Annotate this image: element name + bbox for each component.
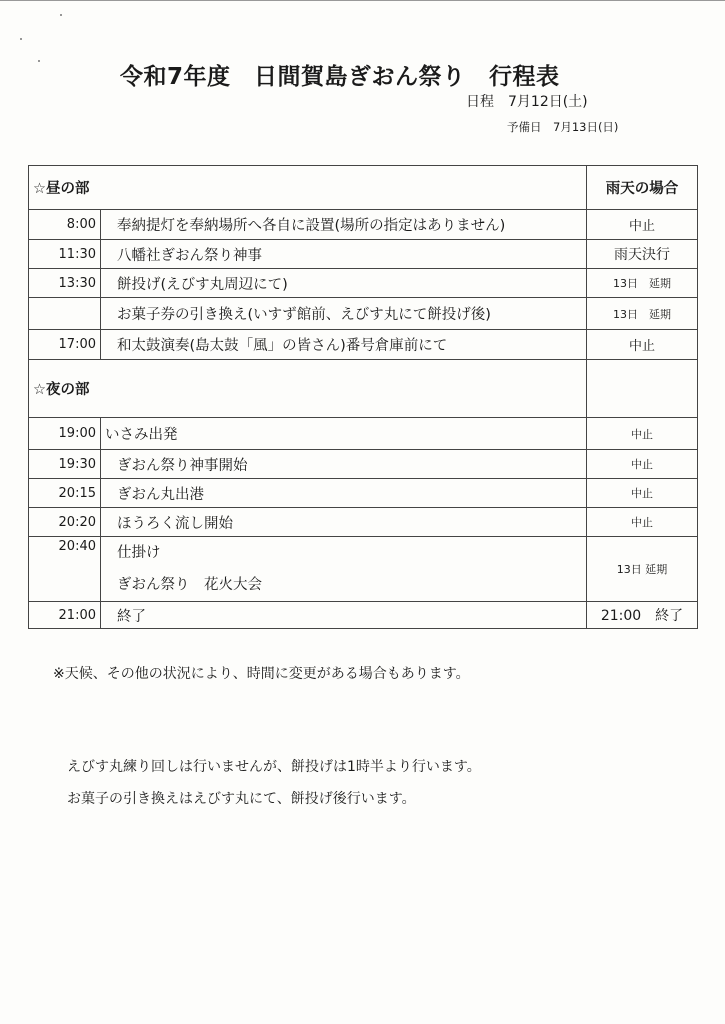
scan-speck bbox=[60, 14, 62, 16]
rain-cell: 21:00 終了 bbox=[587, 602, 698, 629]
event-line: ぎおん祭り 花火大会 bbox=[117, 577, 262, 593]
night-section-header bbox=[29, 360, 698, 418]
rain-cell: 13日 延期 bbox=[587, 269, 698, 298]
table-row bbox=[29, 537, 698, 602]
event-cell: 終了 bbox=[101, 602, 587, 629]
time-cell bbox=[29, 298, 101, 330]
weather-note: ※天候、その他の状況により、時間に変更がある場合もあります。 bbox=[53, 666, 470, 682]
table-row bbox=[29, 240, 698, 269]
table-row bbox=[29, 508, 698, 537]
time-cell: 19:00 bbox=[29, 418, 101, 450]
event-cell bbox=[101, 537, 587, 602]
scan-speck bbox=[20, 38, 22, 40]
event-cell: 和太鼓演奏(島太鼓「風」の皆さん)番号倉庫前にて bbox=[101, 330, 587, 360]
table-row bbox=[29, 330, 698, 360]
rain-cell: 中止 bbox=[587, 479, 698, 508]
time-cell: 19:30 bbox=[29, 450, 101, 479]
time-cell: 20:40 bbox=[29, 537, 101, 602]
time-cell: 17:00 bbox=[29, 330, 101, 360]
rain-column-header: 雨天の場合 bbox=[587, 166, 698, 210]
rain-cell: 中止 bbox=[587, 210, 698, 240]
event-cell: ぎおん祭り神事開始 bbox=[101, 450, 587, 479]
page-title: 令和7年度 日間賀島ぎおん祭り 行程表 bbox=[120, 64, 560, 90]
time-cell: 11:30 bbox=[29, 240, 101, 269]
rain-cell: 中止 bbox=[587, 418, 698, 450]
table-row bbox=[29, 418, 698, 450]
event-cell: 八幡社ぎおん祭り神事 bbox=[101, 240, 587, 269]
rain-cell: 雨天決行 bbox=[587, 240, 698, 269]
info-message: お菓子の引き換えはえびす丸にて、餅投げ後行います。 bbox=[67, 791, 416, 807]
rain-cell: 13日 延期 bbox=[587, 537, 698, 602]
day-section-header bbox=[29, 166, 698, 210]
event-cell: ほうろく流し開始 bbox=[101, 508, 587, 537]
time-cell: 13:30 bbox=[29, 269, 101, 298]
rain-cell: 中止 bbox=[587, 508, 698, 537]
day-section-label: ☆昼の部 bbox=[29, 166, 587, 210]
time-cell: 21:00 bbox=[29, 602, 101, 629]
table-row bbox=[29, 602, 698, 629]
info-message: えびす丸練り回しは行いませんが、餅投げは1時半より行います。 bbox=[67, 759, 481, 775]
table-row bbox=[29, 269, 698, 298]
rain-cell: 13日 延期 bbox=[587, 298, 698, 330]
event-cell: いさみ出発 bbox=[101, 418, 587, 450]
schedule-table bbox=[28, 165, 698, 629]
scan-edge bbox=[0, 0, 725, 1]
reserve-date: 予備日 7月13日(日) bbox=[507, 120, 619, 134]
time-cell: 20:15 bbox=[29, 479, 101, 508]
rain-cell: 中止 bbox=[587, 450, 698, 479]
event-cell: 奉納提灯を奉納場所へ各自に設置(場所の指定はありません) bbox=[101, 210, 587, 240]
night-section-label: ☆夜の部 bbox=[29, 360, 587, 418]
table-row bbox=[29, 479, 698, 508]
event-line: 仕掛け bbox=[117, 545, 161, 561]
event-cell: ぎおん丸出港 bbox=[101, 479, 587, 508]
rain-cell: 中止 bbox=[587, 330, 698, 360]
table-row bbox=[29, 298, 698, 330]
table-row bbox=[29, 450, 698, 479]
table-row bbox=[29, 210, 698, 240]
event-date: 日程 7月12日(土) bbox=[466, 94, 588, 110]
event-cell: お菓子券の引き換え(いすず館前、えびす丸にて餅投げ後) bbox=[101, 298, 587, 330]
time-cell: 20:20 bbox=[29, 508, 101, 537]
event-cell: 餅投げ(えびす丸周辺にて) bbox=[101, 269, 587, 298]
empty-cell bbox=[587, 360, 698, 418]
scan-speck bbox=[38, 60, 40, 62]
time-cell: 8:00 bbox=[29, 210, 101, 240]
